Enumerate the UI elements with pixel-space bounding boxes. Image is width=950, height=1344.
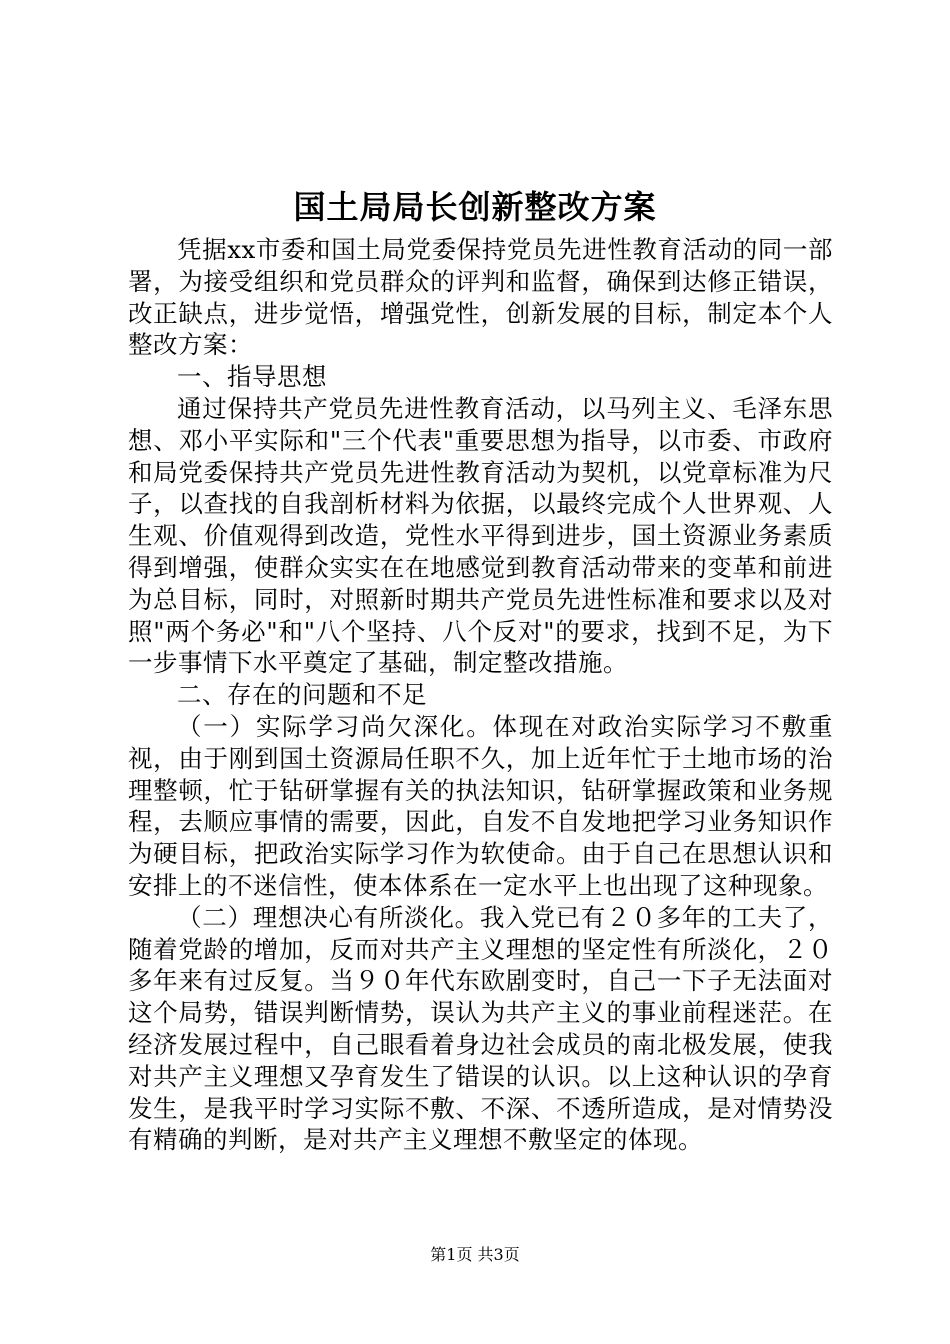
document-title: 国土局局长创新整改方案 — [293, 188, 657, 226]
problem-2-paragraph: （二）理想决心有所淡化。我入党已有２０多年的工夫了，随着党龄的增加，反而对共产主义理想的坚定性有所淡化，２０多年来有过反复。当９０年代东欧剧变时，自己一下子无法面对这个局势，错误判断情势，误认为共产主义的事业前程迷茫。在经济发展过程中，自己眼看着身边社会成员的南北极发展，使我对共产主义理想又孕育发生了错误的认识。以上这种认识的孕育发生，是我平时学习实际不敷、不深、不透所造成，是对情势没有精确的判断，是对共产主义理想不敷坚定的体现。 — [128, 902, 833, 1155]
intro-paragraph: 凭据xx市委和国土局党委保持党员先进性教育活动的同一部署，为接受组织和党员群众的评判和监督，确保到达修正错误，改正缺点，进步觉悟，增强党性，创新发展的目标，制定本个人整改方案： — [128, 235, 833, 360]
section-heading-guiding-thought: 一、指导思想 — [177, 362, 327, 392]
page-footer: 第1页 共3页 — [430, 1245, 520, 1264]
document-body — [128, 234, 833, 1156]
guiding-thought-paragraph: 通过保持共产党员先进性教育活动，以马列主义、毛泽东思想、邓小平实际和"三个代表"重要思想为指导，以市委、市政府和局党委保持共产党员先进性教育活动为契机，以党章标准为尺子，以查找的自我剖析材料为依据，以最终完成个人世界观、人生观、价值观得到改造，党性水平得到进步，国土资源业务素质得到增强，使群众实实在在地感觉到教育活动带来的变革和前进为总目标，同时，对照新时期共产党员先进性标准和要求以及对照"两个务必"和"八个坚持、八个反对"的要求，找到不足，为下一步事情下水平奠定了基础，制定整改措施。 — [128, 393, 833, 678]
problem-1-paragraph: （一）实际学习尚欠深化。体现在对政治实际学习不敷重视，由于刚到国土资源局任职不久，加上近年忙于土地市场的治理整顿，忙于钻研掌握有关的执法知识，钻研掌握政策和业务规程，去顺应事情的需要，因此，自发不自发地把学习业务知识作为硬目标，把政治实际学习作为软使命。由于自己在思想认识和安排上的不迷信性，使本体系在一定水平上也出现了这种现象。 — [128, 711, 833, 900]
section-heading-problems: 二、存在的问题和不足 — [177, 680, 427, 710]
